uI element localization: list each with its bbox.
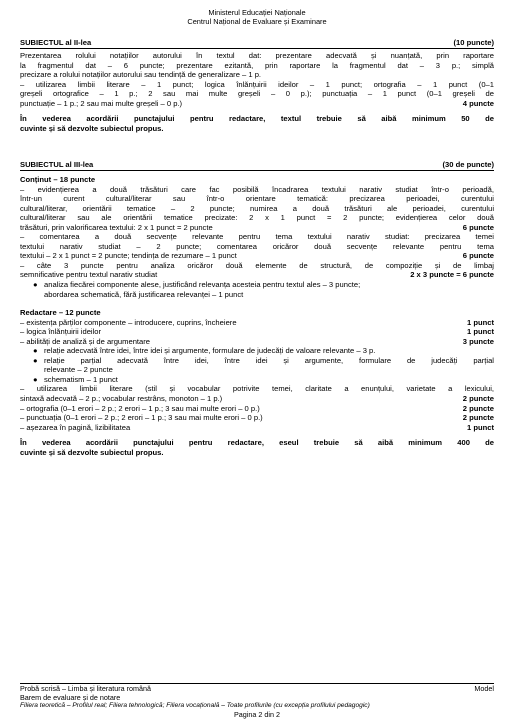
redaction-note: În vederea acordării punctajului pentru redactare, textul trebuie să aibă minimum 50 de [20,114,494,124]
redaction-note: cuvinte și să dezvolte subiectul propus. [20,123,164,133]
text-line: la fragmentul dat – 6 puncte; prezentare ezitantă, prin raportare la fragmentul dat – 3 p.; simplă [20,60,494,70]
text-line: – utilizarea limbii literare – 1 punct; logica înlănțuirii ideilor – 1 punct; ortografia – 1 punct (0–1 [20,79,494,89]
bullet-item: ● analiza fiecărei componente alese, justificând relevanța acesteia pentru textul ales – 3 puncte; [33,280,361,290]
subject-2-heading [20,38,494,49]
text-line: – comentarea a două secvențe relevante pentru tema textului narativ studiat: precizarea temei [20,232,494,242]
points-value: 4 puncte [460,99,494,109]
page-number: Pagina 2 din 2 [234,710,280,719]
subject-3-body [20,175,494,457]
text-line: – utilizarea limbii literare (stil și vocabular potrivite temei, claritate a enunțului, varietate a lexicului, [20,384,494,394]
footer-line-2: Barem de evaluare și de notare [20,692,121,702]
points-value: 6 puncte [460,223,494,233]
text-line: – punctuația (0–1 erori – 2 p.; 2 erori – 1 p.; 3 sau mai multe erori – 0 p.) 2 puncte [20,413,494,423]
content-heading: Conținut – 18 puncte [20,175,96,184]
bullet-item: ● relație parțial adecvată între idei, între idei și argumente, formulare de judecăți parțial [33,355,494,365]
text-line: textului narativ studiat – 2 puncte; comentarea oricăror două secvențe relevante pentru tema [20,241,494,251]
text-line: textului – 2 x 1 punct = 2 puncte; tendința de rezumare – 1 punct 6 puncte [20,251,494,261]
text-line: – câte 3 puncte pentru analiza oricăror două elemente de structură, de compoziție și de limbaj [20,260,494,270]
text-line: – evidențierea a două trăsături care fac posibilă încadrarea textului narativ studiat într-o perioadă, [20,184,494,194]
text-line: – abilități de analiză și de argumentare 3 puncte [20,336,494,346]
text-line: punctuație – 1 p.; 2 sau mai multe greșeli – 0 p.) 4 puncte [20,98,494,108]
text-line: abordarea schematică, fără justificarea relevanței – 1 punct [44,289,244,299]
text-line: – logica înlănțuirii ideilor 1 punct [20,327,494,337]
text-line: cultural/literar, orientării tematice – 2 puncte; numirea a două trăsături ale perioadei, curentului [20,203,494,213]
redaction-note: cuvinte și să dezvolte subiectul propus. [20,447,164,457]
bullet-item: ● schematism – 1 punct [33,374,118,384]
subject-2-body [20,51,494,133]
points-value: 2 puncte [460,404,494,414]
subject-3-heading [20,160,494,171]
text-line: Prezentarea rolului notațiilor autorului în textul dat: prezentare adecvată și nuanțată, prin raportare [20,51,494,60]
points-value: 6 puncte [460,251,494,261]
points-value: 1 punct [464,327,494,337]
text-line: relevante – 2 puncte [44,365,113,375]
center-name: Centrul Național de Evaluare și Examinare [187,16,327,26]
model-label: Model [474,684,494,693]
text-line: precizare a rolului notațiilor autorului sau tendință de generalizare – 1 p. [20,70,262,80]
text-line: sintaxă adecvată – 2 p.; vocabular restrâns, monoton – 1 p.) 2 puncte [20,394,494,404]
text-line: semnificative pentru textul narativ studiat 2 x 3 puncte = 6 puncte [20,270,494,280]
points-value: 2 puncte [460,394,494,404]
bullet-icon: ● [33,355,38,365]
redaction-note: În vederea acordării punctajului pentru redactare, eseul trebuie să aibă minimum 400 de [20,438,494,448]
points-value: 2 x 3 puncte = 6 puncte [407,270,494,280]
subject-3-title: SUBIECTUL al III-lea [20,160,94,169]
text-line: – existența părților componente – introducere, cuprins, încheiere 1 punct [20,317,494,327]
text-line: trăsături, prin valorificarea textului: 2 x 1 punct = 2 puncte 6 puncte [20,222,494,232]
text-line: greșeli ortografice – 1 p.; 2 sau mai multe greșeli – 0 p.); punctuația – 1 punct (0–1 greșeli de [20,89,494,99]
text-line: – ortografia (0–1 erori – 2 p.; 2 erori – 1 p.; 3 sau mai multe erori – 0 p.) 2 puncte [20,403,494,413]
points-value: 1 punct [464,423,494,433]
text-line: – așezarea în pagină, lizibilitatea 1 punct [20,422,494,432]
points-value: 2 puncte [460,413,494,423]
bullet-icon: ● [33,374,38,384]
bullet-icon: ● [33,346,38,356]
ministry-name: Ministerul Educației Naționale [208,8,306,17]
subject-3-points: (30 de puncte) [442,160,494,169]
text-line: într-un curent cultural/literar sau într-o orientare tematică: precizarea perioadei, curentului [20,194,494,204]
subject-2-title: SUBIECTUL al II-lea [20,38,92,47]
redaction-heading: Redactare – 12 puncte [20,308,101,318]
subject-2-points: (10 puncte) [453,38,494,47]
bullet-item: ● relație adecvată între idei, între idei și argumente, formulare de judecăți de valoare relevante – 3 p. [33,346,376,356]
points-value: 3 puncte [460,337,494,347]
bullet-icon: ● [33,280,38,290]
exam-name: Probă scrisă – Limba și literatura română [20,684,152,693]
footer-line-3: Filiera teoretică – Profilul real; Filiera tehnologică; Filiera vocațională – Toate profilurile (cu excepția profilului pedagogic) [20,702,370,710]
text-line: cultural/literar sau ale orientării tematice precizate: 2 x 1 punct = 2 puncte; evidențierea celor două [20,213,494,223]
points-value: 1 punct [464,318,494,328]
